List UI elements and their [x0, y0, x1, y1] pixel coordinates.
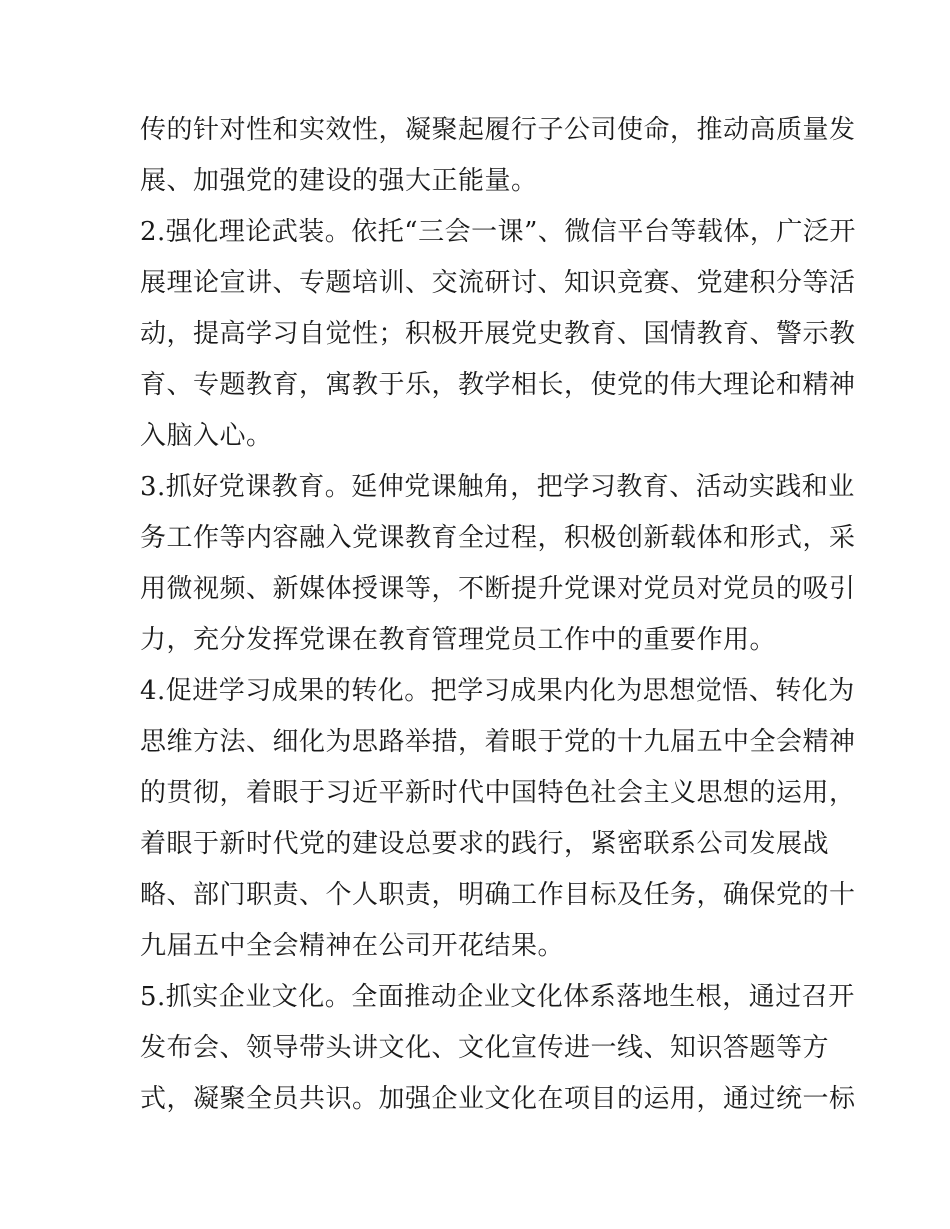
text-line: 入脑入心。 — [140, 421, 273, 451]
text-line: 力，充分发挥党课在教育管理党员工作中的重要作用。 — [140, 625, 777, 655]
text-line: 展、加强党的建设的强大正能量。 — [140, 166, 538, 196]
text-line: 着眼于新时代党的建设总要求的践行，紧密联系公司发展战 — [140, 829, 830, 859]
text-line: 九届五中全会精神在公司开花结果。 — [140, 931, 565, 961]
text-line: 略、部门职责、个人职责，明确工作目标及任务，确保党的十 — [140, 880, 856, 910]
text-line: 的贯彻，着眼于习近平新时代中国特色社会主义思想的运用， — [140, 778, 856, 808]
text-line: 式，凝聚全员共识。加强企业文化在项目的运用，通过统一标 — [140, 1084, 856, 1114]
text-line: 动，提高学习自觉性；积极开展党史教育、国情教育、警示教 — [140, 319, 856, 349]
text-line: 3.抓好党课教育。延伸党课触角，把学习教育、活动实践和业 — [140, 472, 855, 502]
text-line: 发布会、领导带头讲文化、文化宣传进一线、知识答题等方 — [140, 1033, 830, 1063]
text-line: 传的针对性和实效性，凝聚起履行子公司使命，推动高质量发 — [140, 115, 856, 145]
text-line: 展理论宣讲、专题培训、交流研讨、知识竞赛、党建积分等活 — [140, 268, 856, 298]
text-line: 用微视频、新媒体授课等，不断提升党课对党员对党员的吸引 — [140, 574, 856, 604]
text-line: 2.强化理论武装。依托“三会一课”、微信平台等载体，广泛开 — [140, 217, 856, 247]
document-body — [140, 105, 856, 1125]
text-line: 育、专题教育，寓教于乐，教学相长，使党的伟大理论和精神 — [140, 370, 856, 400]
text-line: 务工作等内容融入党课教育全过程，积极创新载体和形式，采 — [140, 523, 856, 553]
text-line: 5.抓实企业文化。全面推动企业文化体系落地生根，通过召开 — [140, 982, 855, 1012]
text-line: 4.促进学习成果的转化。把学习成果内化为思想觉悟、转化为 — [140, 676, 855, 706]
text-line: 思维方法、细化为思路举措，着眼于党的十九届五中全会精神 — [140, 727, 856, 757]
